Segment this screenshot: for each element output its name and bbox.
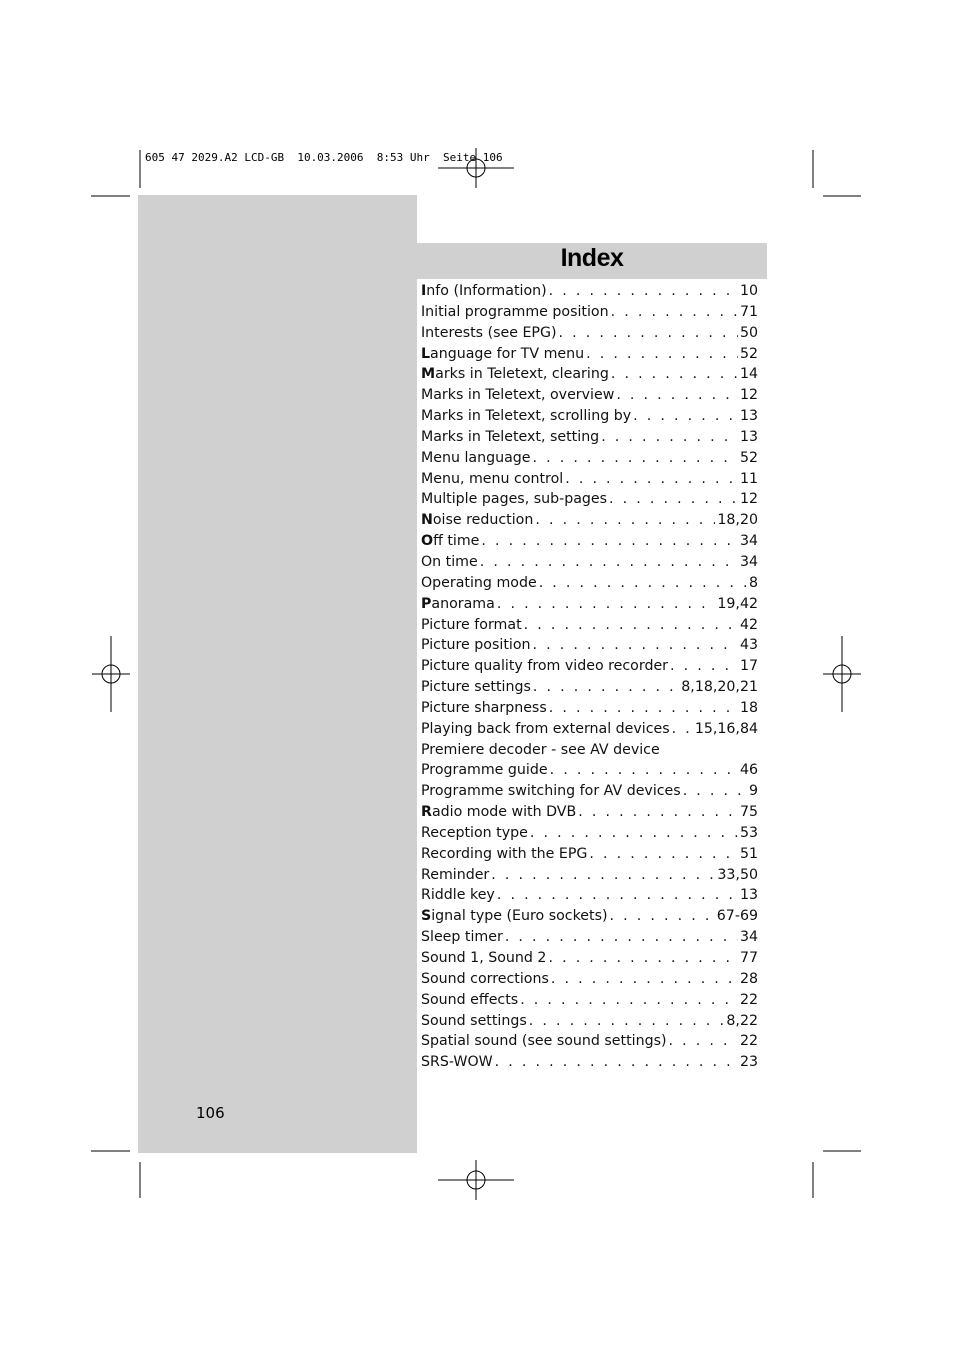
- index-page-ref: 12: [739, 387, 758, 404]
- dot-leader: [559, 323, 738, 344]
- index-term-text: Riddle key: [421, 887, 495, 904]
- index-entry: [421, 469, 758, 490]
- index-term-text: Marks in Teletext, setting: [421, 428, 600, 445]
- index-term: [421, 656, 668, 677]
- index-entry: [421, 573, 758, 594]
- index-entry: [421, 427, 758, 448]
- dot-leader: [505, 927, 738, 948]
- dot-leader: [481, 531, 738, 552]
- dot-leader: [533, 677, 679, 698]
- index-page-ref: 43: [739, 637, 758, 654]
- index-page-ref: 23: [739, 1054, 758, 1071]
- page-number: 106: [196, 1104, 225, 1122]
- index-term: [421, 844, 587, 865]
- index-page-ref: 11: [739, 470, 758, 487]
- registration-mark-left: [92, 636, 130, 712]
- index-page-ref: 12: [739, 491, 758, 508]
- index-term-text: On time: [421, 553, 478, 570]
- index-term-initial: P: [421, 595, 432, 612]
- dot-leader: [549, 281, 738, 302]
- index-term-initial: S: [421, 908, 432, 925]
- index-term: [421, 364, 609, 385]
- dot-leader: [565, 469, 738, 490]
- index-page-ref: 14: [739, 366, 758, 383]
- left-gray-margin: [138, 195, 417, 1153]
- dot-leader: [549, 698, 738, 719]
- index-entry: [421, 615, 758, 636]
- index-page-ref: 22: [739, 1033, 758, 1050]
- index-term-text: Initial programme position: [421, 303, 609, 320]
- index-term-text: Picture settings: [421, 679, 531, 696]
- index-page-ref: 34: [739, 929, 758, 946]
- dot-leader: [601, 427, 738, 448]
- index-term: [421, 969, 549, 990]
- index-entry: [421, 323, 758, 344]
- index-term: [421, 719, 670, 740]
- index-entry: [421, 635, 758, 656]
- index-page-ref: 8: [748, 574, 758, 591]
- dot-leader: [550, 760, 738, 781]
- index-entry: [421, 948, 758, 969]
- index-page-ref: 77: [739, 950, 758, 966]
- dot-leader: [609, 489, 738, 510]
- dot-leader: [672, 719, 693, 740]
- index-term-text: Spatial sound (see sound settings): [421, 1033, 667, 1050]
- index-term-text: Picture position: [421, 637, 531, 654]
- index-page-ref: 10: [739, 283, 758, 299]
- index-entry: [421, 698, 758, 719]
- index-term-initial: M: [421, 366, 436, 383]
- index-term: [421, 281, 547, 302]
- dot-leader: [589, 844, 738, 865]
- index-term: [421, 594, 495, 615]
- index-entry: [421, 302, 758, 323]
- dot-leader: [611, 302, 738, 323]
- index-entry: [421, 489, 758, 510]
- index-term: [421, 760, 548, 781]
- index-term-text: Programme guide: [421, 762, 548, 779]
- index-term-text: Reception type: [421, 824, 528, 841]
- index-entry: [421, 406, 758, 427]
- index-term-text: Menu, menu control: [421, 470, 564, 487]
- index-page-ref: 51: [739, 845, 758, 862]
- index-term: [421, 1052, 493, 1073]
- index-term: [421, 302, 609, 323]
- index-entry: [421, 448, 758, 469]
- dot-leader: [633, 406, 738, 427]
- index-entry: [421, 1011, 758, 1032]
- index-term: [421, 823, 528, 844]
- index-list: [421, 281, 758, 1073]
- index-term-text: anorama: [431, 595, 495, 612]
- index-term: [421, 1011, 527, 1032]
- dot-leader: [670, 656, 738, 677]
- index-term-text: arks in Teletext, clearing: [435, 366, 609, 383]
- index-entry: [421, 969, 758, 990]
- index-page-ref: 50: [739, 324, 758, 341]
- index-entry: [421, 802, 758, 823]
- index-term: [421, 885, 495, 906]
- index-term: [421, 510, 533, 531]
- index-page-ref: 75: [739, 804, 758, 821]
- index-entry: [421, 656, 758, 677]
- index-term-text: Picture quality from video recorder: [421, 658, 669, 675]
- dot-leader: [610, 906, 715, 927]
- index-entry: [421, 344, 758, 365]
- index-entry: [421, 927, 758, 948]
- index-entry: [421, 1031, 758, 1052]
- index-term-text: Interests (see EPG): [421, 324, 557, 341]
- index-term-text: Picture format: [421, 616, 522, 633]
- index-term-text: Picture sharpness: [421, 699, 547, 716]
- index-term: [421, 698, 547, 719]
- index-term-text: Multiple pages, sub-pages: [421, 491, 608, 508]
- index-entry: [421, 552, 758, 573]
- index-page-ref: 13: [739, 428, 758, 445]
- index-term: [421, 427, 599, 448]
- dot-leader: [530, 823, 738, 844]
- dot-leader: [551, 969, 738, 990]
- index-term: [421, 573, 537, 594]
- index-entry: [421, 906, 758, 927]
- dot-leader: [539, 573, 747, 594]
- index-term: [421, 927, 503, 948]
- index-term-text: Sound 1, Sound 2: [421, 950, 547, 966]
- dot-leader: [611, 364, 738, 385]
- index-term: [421, 1031, 667, 1052]
- dot-leader: [586, 344, 738, 365]
- index-term: [421, 948, 546, 969]
- dot-leader: [548, 948, 737, 969]
- index-entry: [421, 364, 758, 385]
- index-page-ref: 9: [748, 783, 758, 800]
- index-page-ref: 53: [739, 824, 758, 841]
- index-term: [421, 448, 531, 469]
- index-page-ref: 18,20: [717, 512, 758, 529]
- index-term-initial: O: [421, 533, 434, 550]
- dot-leader: [535, 510, 715, 531]
- index-term: [421, 323, 557, 344]
- index-term-text: ignal type (Euro sockets): [431, 908, 608, 925]
- index-entry: [421, 844, 758, 865]
- index-term-initial: L: [421, 345, 431, 362]
- index-entry: [421, 781, 758, 802]
- dot-leader: [520, 990, 738, 1011]
- index-term: [421, 531, 479, 552]
- dot-leader: [497, 885, 738, 906]
- dot-leader: [533, 448, 738, 469]
- registration-mark-right: [823, 636, 861, 712]
- index-term-text: anguage for TV menu: [430, 345, 585, 362]
- dot-leader: [524, 615, 738, 636]
- dot-leader: [533, 635, 738, 656]
- index-term-initial: R: [421, 804, 432, 821]
- index-page-ref: 28: [739, 970, 758, 987]
- index-page-ref: 34: [739, 533, 758, 550]
- index-entry: [421, 865, 758, 886]
- index-page-ref: 22: [739, 991, 758, 1008]
- index-entry: [421, 594, 758, 615]
- index-term: [421, 406, 631, 427]
- registration-mark-bottom: [438, 1160, 514, 1200]
- registration-mark-top: [438, 148, 514, 188]
- index-entry: [421, 281, 758, 302]
- index-entry: [421, 719, 758, 740]
- index-page-ref: 15,16,84: [694, 720, 758, 737]
- index-term-text: adio mode with DVB: [431, 804, 577, 821]
- index-entry: [421, 385, 758, 406]
- index-page-ref: 52: [739, 449, 758, 466]
- index-entry: [421, 531, 758, 552]
- index-term-initial: I: [421, 283, 427, 299]
- index-entry: [421, 823, 758, 844]
- index-term: [421, 385, 614, 406]
- dot-leader: [578, 802, 738, 823]
- index-term: [421, 489, 607, 510]
- index-page-ref: 17: [739, 658, 758, 675]
- index-term-text: Recording with the EPG: [421, 845, 588, 862]
- index-page-ref: 52: [739, 345, 758, 362]
- index-entry: [421, 1052, 758, 1073]
- dot-leader: [529, 1011, 725, 1032]
- index-page-ref: 34: [739, 553, 758, 570]
- index-term-text: oise reduction: [432, 512, 534, 529]
- index-page-ref: 13: [739, 887, 758, 904]
- index-term-initial: N: [421, 512, 433, 529]
- index-term-text: Premiere decoder - see AV device: [421, 741, 660, 758]
- index-page-ref: 13: [739, 408, 758, 425]
- index-entry: [421, 740, 758, 761]
- index-page-ref: 71: [739, 303, 758, 320]
- index-page-ref: 33,50: [717, 866, 758, 883]
- index-entry: [421, 510, 758, 531]
- index-term-text: SRS-WOW: [421, 1054, 493, 1071]
- dot-leader: [480, 552, 738, 573]
- index-term: [421, 677, 531, 698]
- dot-leader: [669, 1031, 738, 1052]
- index-page-ref: 8,22: [726, 1012, 758, 1029]
- print-slug: 605 47 2029.A2 LCD-GB 10.03.2006 8:53 Uhr Seite 106: [145, 151, 503, 164]
- index-term-text: Reminder: [421, 866, 490, 883]
- index-term-text: Sound settings: [421, 1012, 527, 1029]
- index-term-text: Marks in Teletext, scrolling by: [421, 408, 632, 425]
- index-page-ref: 42: [739, 616, 758, 633]
- index-term: [421, 740, 660, 761]
- dot-leader: [497, 594, 716, 615]
- index-page-ref: 46: [739, 762, 758, 779]
- index-term-text: Menu language: [421, 449, 531, 466]
- index-term-text: ff time: [433, 533, 480, 550]
- index-term-text: Operating mode: [421, 574, 537, 591]
- index-term: [421, 906, 608, 927]
- index-page-ref: 18: [739, 699, 758, 716]
- dot-leader: [616, 385, 738, 406]
- index-page-ref: 19,42: [717, 595, 758, 612]
- index-term: [421, 615, 522, 636]
- dot-leader: [683, 781, 747, 802]
- index-term: [421, 635, 531, 656]
- index-page-ref: 8,18,20,21: [681, 679, 758, 696]
- index-term: [421, 344, 584, 365]
- index-term-text: Programme switching for AV devices: [421, 783, 681, 800]
- index-entry: [421, 990, 758, 1011]
- index-entry: [421, 760, 758, 781]
- index-term: [421, 469, 563, 490]
- index-term-text: Sleep timer: [421, 929, 503, 946]
- index-term: [421, 552, 478, 573]
- index-entry: [421, 677, 758, 698]
- index-term: [421, 990, 518, 1011]
- index-term-text: nfo (Information): [426, 283, 547, 299]
- index-page-ref: 67-69: [716, 908, 758, 925]
- index-term-text: Sound effects: [421, 991, 519, 1008]
- index-term: [421, 802, 576, 823]
- index-term-text: Sound corrections: [421, 970, 549, 987]
- index-term: [421, 781, 681, 802]
- index-term-text: Marks in Teletext, overview: [421, 387, 615, 404]
- dot-leader: [491, 865, 715, 886]
- page-title: Index: [560, 244, 624, 272]
- index-entry: [421, 885, 758, 906]
- index-term-text: Playing back from external devices: [421, 720, 670, 737]
- index-term: [421, 865, 489, 886]
- dot-leader: [495, 1052, 738, 1073]
